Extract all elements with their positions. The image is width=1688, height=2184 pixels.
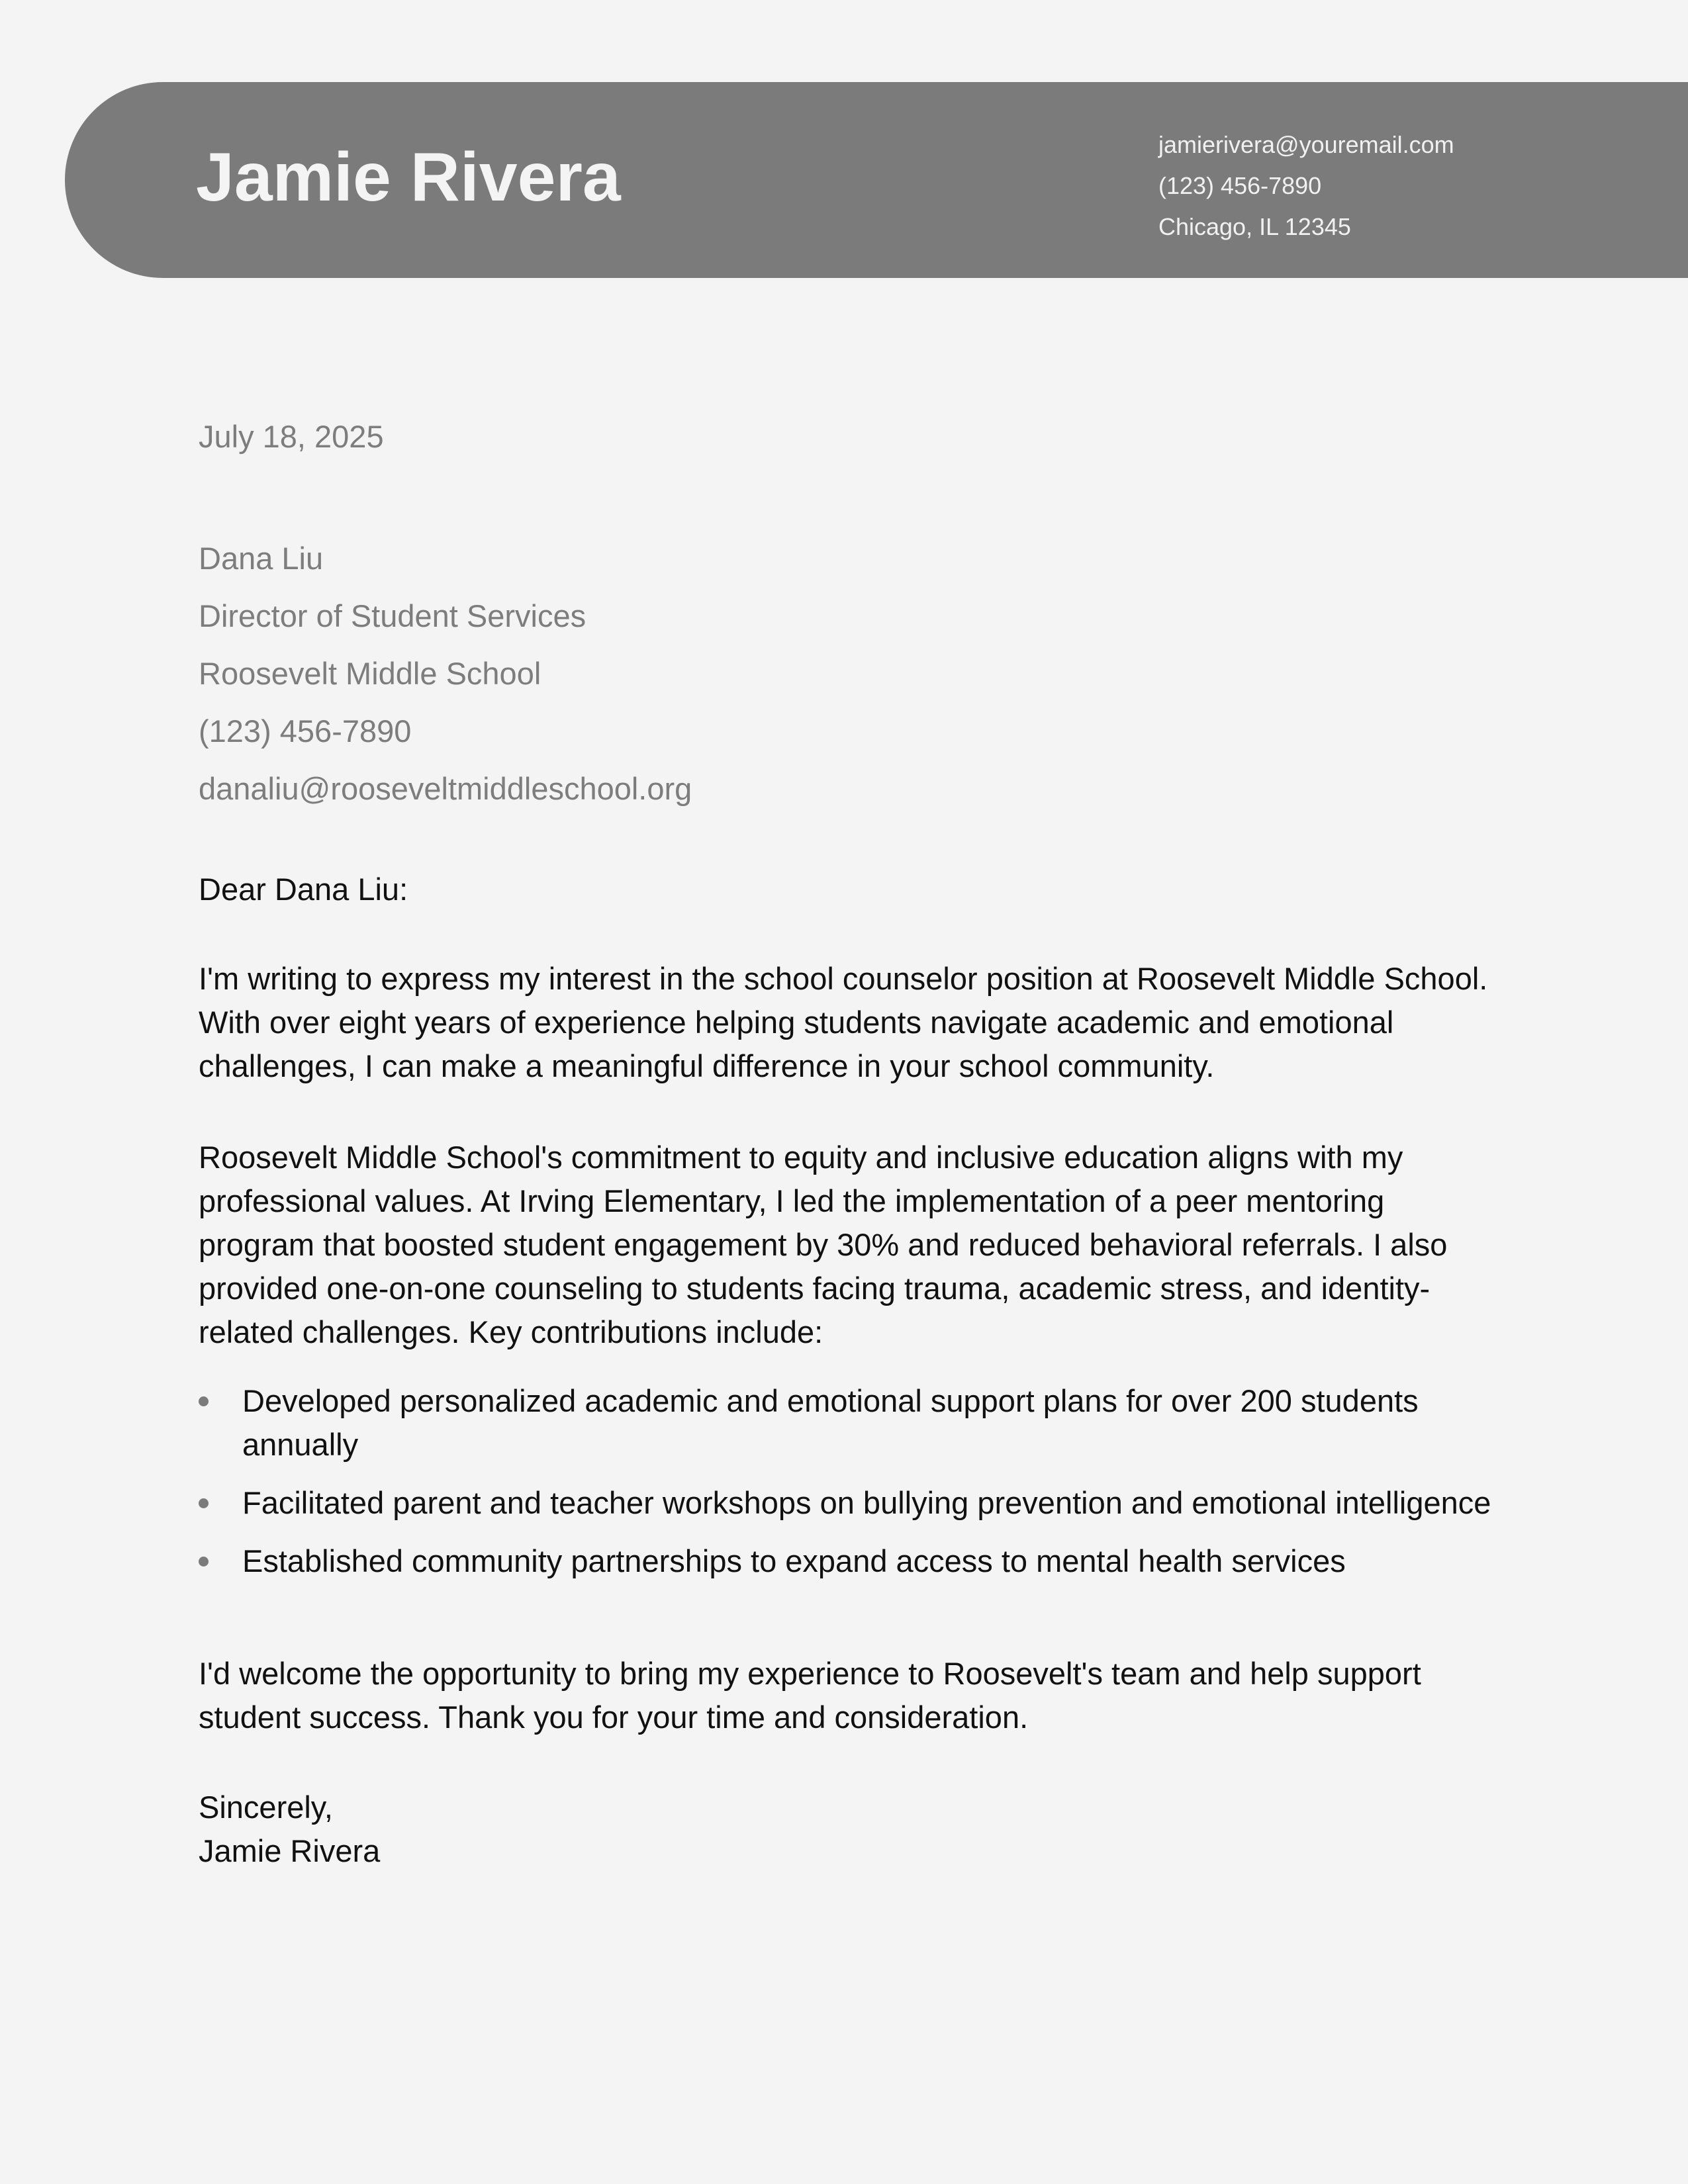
experience-paragraph: Roosevelt Middle School's commitment to equity and inclusive education aligns with my professional values. At Irving Elementary, I led the implementation of a peer mentoring program that boosted student engagement by 30% and reduced behavioral referrals. I also provided one-on-one counseling to students facing trauma, academic stress, and identity-related challenges. Key contributions include: — [199, 1140, 1448, 1349]
list-item-text: Developed personalized academic and emotional support plans for over 200 students annually — [242, 1383, 1419, 1462]
recipient-email: danaliu@rooseveltmiddleschool.org — [199, 771, 692, 806]
recipient-organization: Roosevelt Middle School — [199, 656, 541, 691]
sender-name: Jamie Rivera — [196, 139, 621, 216]
bullet-icon — [199, 1498, 209, 1508]
closing-phrase: Sincerely, — [199, 1790, 333, 1825]
header-banner — [65, 82, 1688, 278]
list-item-text: Facilitated parent and teacher workshops on bullying prevention and emotional intelligence — [242, 1485, 1491, 1520]
bullet-icon — [199, 1396, 209, 1406]
salutation: Dear Dana Liu: — [199, 872, 408, 907]
list-item — [199, 1481, 1496, 1525]
recipient-block — [199, 529, 692, 817]
sender-location: Chicago, IL 12345 — [1158, 213, 1351, 240]
recipient-name: Dana Liu — [199, 541, 324, 576]
list-item — [199, 1379, 1496, 1467]
letter-date: July 18, 2025 — [199, 419, 384, 454]
sign-off — [199, 1786, 380, 1873]
contributions-list — [199, 1379, 1496, 1598]
sender-phone: (123) 456-7890 — [1158, 172, 1322, 199]
bullet-icon — [199, 1557, 209, 1567]
sender-email: jamierivera@youremail.com — [1158, 131, 1454, 158]
signature-name: Jamie Rivera — [199, 1833, 381, 1868]
recipient-title: Director of Student Services — [199, 598, 586, 633]
opening-paragraph: I'm writing to express my interest in the school counselor position at Roosevelt Middle School. With over eight years of experience helping students navigate academic and emotional challenges, I can make a meaningful difference in your school community. — [199, 961, 1488, 1083]
sender-contact-info — [1158, 124, 1454, 248]
recipient-phone: (123) 456-7890 — [199, 713, 412, 749]
closing-paragraph: I'd welcome the opportunity to bring my experience to Roosevelt's team and help support student success. Thank you for your time and consideration. — [199, 1656, 1421, 1735]
list-item — [199, 1539, 1496, 1583]
list-item-text: Established community partnerships to expand access to mental health services — [242, 1543, 1346, 1578]
